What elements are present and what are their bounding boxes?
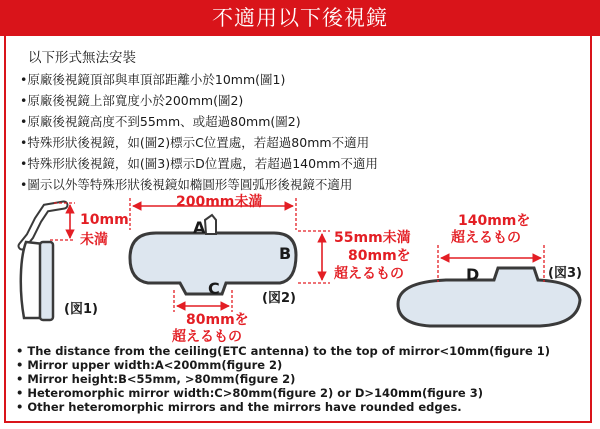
fig2-letter-b: B: [279, 244, 292, 263]
mirror2-stem: [205, 215, 216, 234]
fig2-letter-a: A: [193, 218, 206, 237]
rule-item: •特殊形狀後視鏡，如(圖3)標示D位置處，若超過140mm不適用: [20, 156, 378, 171]
fig2-height-line2: 80mmを: [348, 248, 411, 264]
fig2-bottom-line1: 80mmを: [186, 312, 249, 328]
figure3-drawing: [398, 245, 580, 326]
rule-item: •原廠後視鏡高度不到55mm、或超過80mm(圖2): [20, 114, 301, 129]
fig2-bottom-line2: 超えるもの: [172, 329, 242, 345]
side-mirror-glass: [40, 242, 53, 320]
english-note: • Mirror height:B<55mm, >80mm(figure 2): [16, 372, 296, 386]
rule-item: •原廠後視鏡頂部與車頂部距離小於10mm(圖1): [20, 72, 286, 87]
figure2-label: (図2): [262, 291, 296, 306]
rule-item: •圖示以外等特殊形狀後視鏡如橢圓形等圓弧形後視鏡不適用: [20, 177, 353, 192]
english-note: • Mirror upper width:A<200mm(figure 2): [16, 358, 283, 372]
fig2-width-label: 200mm未満: [176, 194, 263, 210]
intro-text: 以下形式無法安裝: [28, 50, 136, 66]
english-note: • Heteromorphic mirror width:C>80mm(figure 2) or D>140mm(figure 3): [16, 386, 483, 400]
english-note: • Other heteromorphic mirrors and the mirrors have rounded edges.: [16, 400, 462, 414]
fig1-dimension-note: 未満: [80, 232, 108, 248]
fig1-dimension-value: 10mm: [80, 212, 129, 228]
fig2-height-line3: 超えるもの: [334, 266, 404, 282]
rule-item: •特殊形狀後視鏡，如(圖2)標示C位置處，若超過80mm不適用: [20, 135, 370, 150]
fig3-letter-d: D: [466, 265, 480, 284]
fig3-width-line1: 140mmを: [458, 213, 531, 229]
figure1-label: (図1): [64, 302, 98, 317]
fig2-letter-c: C: [208, 279, 220, 298]
figure3-label: (図3): [548, 266, 582, 281]
page-title: 不適用以下後視鏡: [212, 6, 388, 30]
figure2-drawing: [130, 198, 330, 312]
rule-item: •原廠後視鏡上部寬度小於200mm(圖2): [20, 93, 244, 108]
fig2-height-line1: 55mm未満: [334, 230, 411, 246]
english-note: • The distance from the ceiling(ETC antenna) to the top of mirror<10mm(figure 1): [16, 344, 551, 358]
fig3-width-line2: 超えるもの: [451, 230, 521, 246]
